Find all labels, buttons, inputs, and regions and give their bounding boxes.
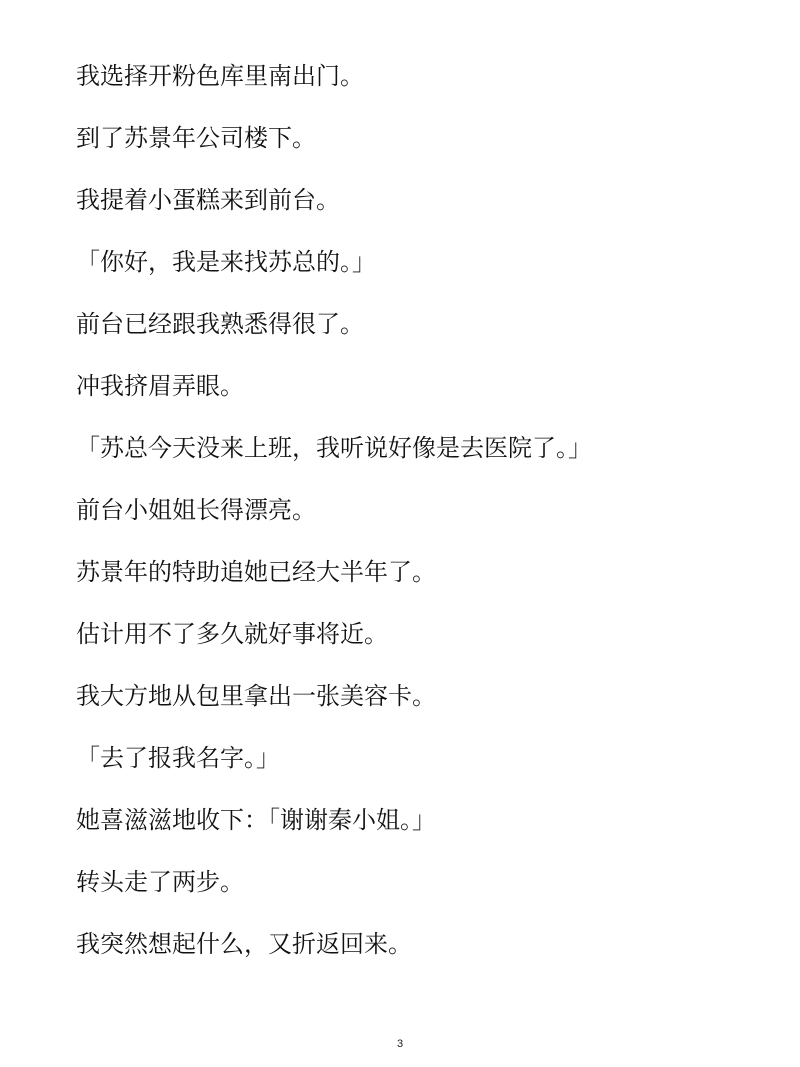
page-number: 3: [396, 1038, 404, 1050]
paragraph-line: 「你好，我是来找苏总的。」: [76, 248, 376, 276]
paragraph-line: 「苏总今天没来上班，我听说好像是去医院了。」: [76, 434, 592, 462]
paragraph-line: 估计用不了多久就好事将近。: [76, 620, 388, 648]
paragraph-line: 冲我挤眉弄眼。: [76, 372, 244, 400]
paragraph-line: 我突然想起什么，又折返回来。: [76, 930, 412, 958]
paragraph-line: 我提着小蛋糕来到前台。: [76, 186, 340, 214]
text-body: [76, 52, 756, 982]
paragraph-line: 到了苏景年公司楼下。: [76, 124, 316, 152]
paragraph-line: 转头走了两步。: [76, 868, 244, 896]
paragraph-line: 我选择开粉色库里南出门。: [76, 62, 364, 90]
paragraph-line: 我大方地从包里拿出一张美容卡。: [76, 682, 436, 710]
paragraph-line: 前台小姐姐长得漂亮。: [76, 496, 316, 524]
paragraph-line: 前台已经跟我熟悉得很了。: [76, 310, 364, 338]
paragraph-line: 「去了报我名字。」: [76, 744, 280, 772]
paragraph-line: 她喜滋滋地收下：「谢谢秦小姐。」: [76, 806, 436, 834]
paragraph-line: 苏景年的特助追她已经大半年了。: [76, 558, 436, 586]
